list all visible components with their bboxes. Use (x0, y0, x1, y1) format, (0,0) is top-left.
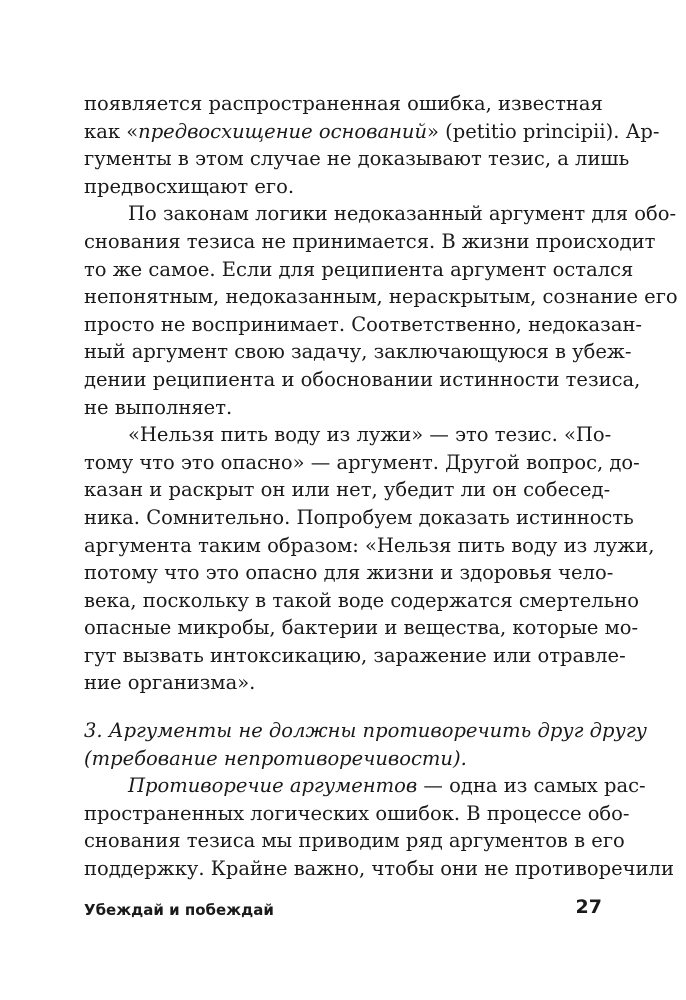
text-line: снования тезиса не принимается. В жизни происходит (84, 229, 656, 253)
text-line: гут вызвать интоксикацию, заражение или отравле- (84, 643, 626, 667)
text-line: казан и раскрыт он или нет, убедит ли он собесед- (84, 478, 611, 502)
text-line: потому что это опасно для жизни и здоровья чело- (84, 561, 614, 585)
page-number: 27 (575, 896, 602, 918)
text-line: гументы в этом случае не доказывают тезис, а лишь (84, 147, 630, 171)
text-line: пространенных логических ошибок. В процессе обо- (84, 801, 630, 825)
text-line: ника. Сомнительно. Попробуем доказать истинность (84, 505, 634, 529)
body-text (84, 90, 678, 883)
text-line: не выполняет. (84, 395, 233, 419)
text-line: поддержку. Крайне важно, чтобы они не противоречили (84, 857, 674, 881)
text-line: дении реципиента и обосновании истинности тезиса, (84, 367, 641, 391)
section-heading: (требование непротиворечивости). (84, 746, 467, 770)
text-line: «Нельзя пить воду из лужи» — это тезис. «По- (128, 423, 612, 447)
italic-term: предвосхищение оснований (138, 119, 428, 143)
text-line: По законам логики недоказанный аргумент для обо- (128, 202, 677, 226)
text-line: снования тезиса мы приводим ряд аргументов в его (84, 829, 625, 853)
italic-term: Противоречие аргументов (128, 774, 418, 798)
text-line: просто не воспринимает. Соответственно, недоказан- (84, 312, 643, 336)
text-line: непонятным, недоказанным, нераскрытым, сознание его (84, 285, 678, 309)
section-spacer (84, 697, 602, 717)
text-line: как «предвосхищение оснований» (petitio principii). Ар- (84, 119, 660, 143)
text-line: опасные микробы, бактерии и вещества, которые мо- (84, 616, 639, 640)
text-line: то же самое. Если для реципиента аргумент остался (84, 257, 634, 281)
text-line: тому что это опасно» — аргумент. Другой вопрос, до- (84, 450, 640, 474)
running-footer-title: Убеждай и побеждай (84, 901, 274, 919)
text-line: Противоречие аргументов — одна из самых рас- (128, 774, 646, 798)
text-line: появляется распространенная ошибка, известная (84, 92, 603, 115)
text-line: аргумента таким образом: «Нельзя пить воду из лужи, (84, 533, 655, 557)
text-line: века, поскольку в такой воде содержатся смертельно (84, 588, 639, 612)
text-line: ный аргумент свою задачу, заключающуюся в убеж- (84, 340, 632, 364)
section-heading: 3. Аргументы не должны противоречить друг другу (84, 719, 647, 743)
text-line: ние организма». (84, 671, 256, 695)
text-line: предвосхищают его. (84, 174, 295, 198)
